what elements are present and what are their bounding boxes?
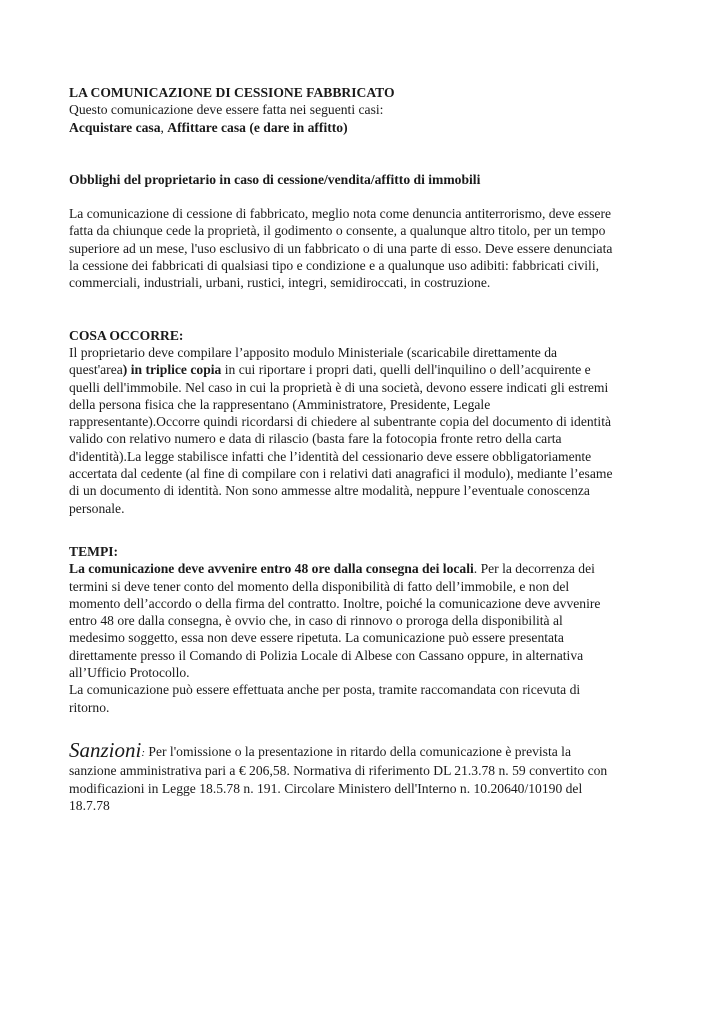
paragraph-line: commerciali, industriali, urbani, rustici, integri, semidiroccati, in costruzione. <box>69 275 491 291</box>
paragraph-line: modificazioni in Legge 18.5.78 n. 191. Circolare Ministero dell'Interno n. 10.20640/10190 del <box>69 780 583 796</box>
paragraph-line: quelli dell'immobile. Nel caso in cui la proprietà è di una società, devono essere indicati gli estremi <box>69 379 609 395</box>
paragraph-text: . Per la decorrenza dei <box>473 561 595 577</box>
paragraph-line: La comunicazione può essere effettuata anche per posta, tramite raccomandata con ricevuta di <box>69 682 581 698</box>
spacer <box>69 188 661 205</box>
occorre-paragraph <box>69 344 661 517</box>
paragraph-line: 18.7.78 <box>69 797 110 813</box>
paragraph-line: di un documento di identità. Non sono ammesse altre modalità, neppure l’eventuale conoscenza <box>69 483 590 499</box>
case-separator: , <box>160 119 168 135</box>
case-buy: Acquistare casa <box>69 119 161 135</box>
paragraph-line: d'identità).La legge stabilisce infatti che l’identità del cessionario deve essere obbligatoriamente <box>69 448 592 464</box>
sanzioni-colon: : <box>141 746 146 759</box>
paragraph-line <box>69 560 661 577</box>
paragraph-line: personale. <box>69 500 125 516</box>
case-rent: Affittare casa (e dare in affitto) <box>167 119 348 135</box>
spacer <box>69 292 661 327</box>
paragraph-line: valido con relativo numero e data di rilascio (basta fare la fotocopia fronte retro della carta <box>69 431 562 447</box>
paragraph-line: della persona fisica che la rappresentano (Amministratore, Presidente, Legale <box>69 396 491 412</box>
paragraph-line: direttamente presso il Comando di Polizia Locale di Albese con Cassano oppure, in alternativa <box>69 647 584 663</box>
paragraph-line: rappresentante).Occorre quindi ricordarsi di chiedere al subentrante copia del documento di identità <box>69 414 612 430</box>
occorre-heading: COSA OCCORRE: <box>69 327 184 343</box>
paragraph-line: superiore ad un mese, l'uso esclusivo di un fabbricato o di una parte di esso. Deve essere denunciata <box>69 240 613 256</box>
triplice-copia-text: ) in triplice copia <box>122 362 222 378</box>
paragraph-line: all’Ufficio Protocollo. <box>69 665 190 681</box>
document-page <box>69 84 661 814</box>
obblighi-heading: Obblighi del proprietario in caso di cessione/vendita/affitto di immobili <box>69 171 481 187</box>
paragraph-line: accertata dal cedente (al fine di compilare con i relativi dati anagrafici il modulo), mediante l’esame <box>69 466 613 482</box>
obblighi-paragraph <box>69 205 661 291</box>
cases-line <box>69 119 661 136</box>
spacer <box>69 136 661 171</box>
sanzioni-paragraph <box>69 737 661 814</box>
area-text: quest'area <box>69 362 123 378</box>
paragraph-line: entro 48 ore dalla consegna, è ovvio che, in caso di rinnovo o proroga della disponibilità al <box>69 613 563 629</box>
paragraph-text: in cui riportare i propri dati, quelli dell'inquilino o dell’acquirente e <box>221 362 591 378</box>
deadline-text: La comunicazione deve avvenire entro 48 ore dalla consegna dei locali <box>69 561 474 577</box>
paragraph-line: termini si deve tener conto del momento della disponibilità di fatto dell’immobile, e non del <box>69 578 570 594</box>
sanzioni-heading: Sanzioni <box>69 737 142 762</box>
paragraph-line <box>69 737 661 762</box>
document-title: LA COMUNICAZIONE DI CESSIONE FABBRICATO <box>69 85 395 100</box>
paragraph-line: momento dell’accordo o della firma del contratto. Inoltre, poiché la comunicazione deve avvenire <box>69 595 601 611</box>
tempi-paragraph <box>69 560 661 716</box>
paragraph-line: la cessione dei fabbricati di qualsiasi tipo e condizione e a qualunque uso adibiti: fabbricati civili, <box>69 258 599 274</box>
paragraph-line: Il proprietario deve compilare l’apposito modulo Ministeriale (scaricabile direttamente da <box>69 344 558 360</box>
tempi-heading: TEMPI: <box>69 543 119 559</box>
paragraph-line <box>69 361 661 378</box>
paragraph-line: fatta da chiunque cede la proprietà, il godimento o consente, a qualunque altro titolo, per un tempo <box>69 223 606 239</box>
paragraph-text: Per l'omissione o la presentazione in ritardo della comunicazione è prevista la <box>145 743 571 759</box>
intro-text: Questo comunicazione deve essere fatta nei seguenti casi: <box>69 102 384 118</box>
paragraph-line: La comunicazione di cessione di fabbricato, meglio nota come denuncia antiterrorismo, deve essere <box>69 206 612 222</box>
spacer <box>69 517 661 543</box>
paragraph-line: ritorno. <box>69 699 110 715</box>
paragraph-line: medesimo soggetto, essa non deve essere ripetuta. La comunicazione può essere presentata <box>69 630 564 646</box>
spacer <box>69 716 661 742</box>
paragraph-line: sanzione amministrativa pari a € 206,58. Normativa di riferimento DL 21.3.78 n. 59 convertito con <box>69 763 608 779</box>
